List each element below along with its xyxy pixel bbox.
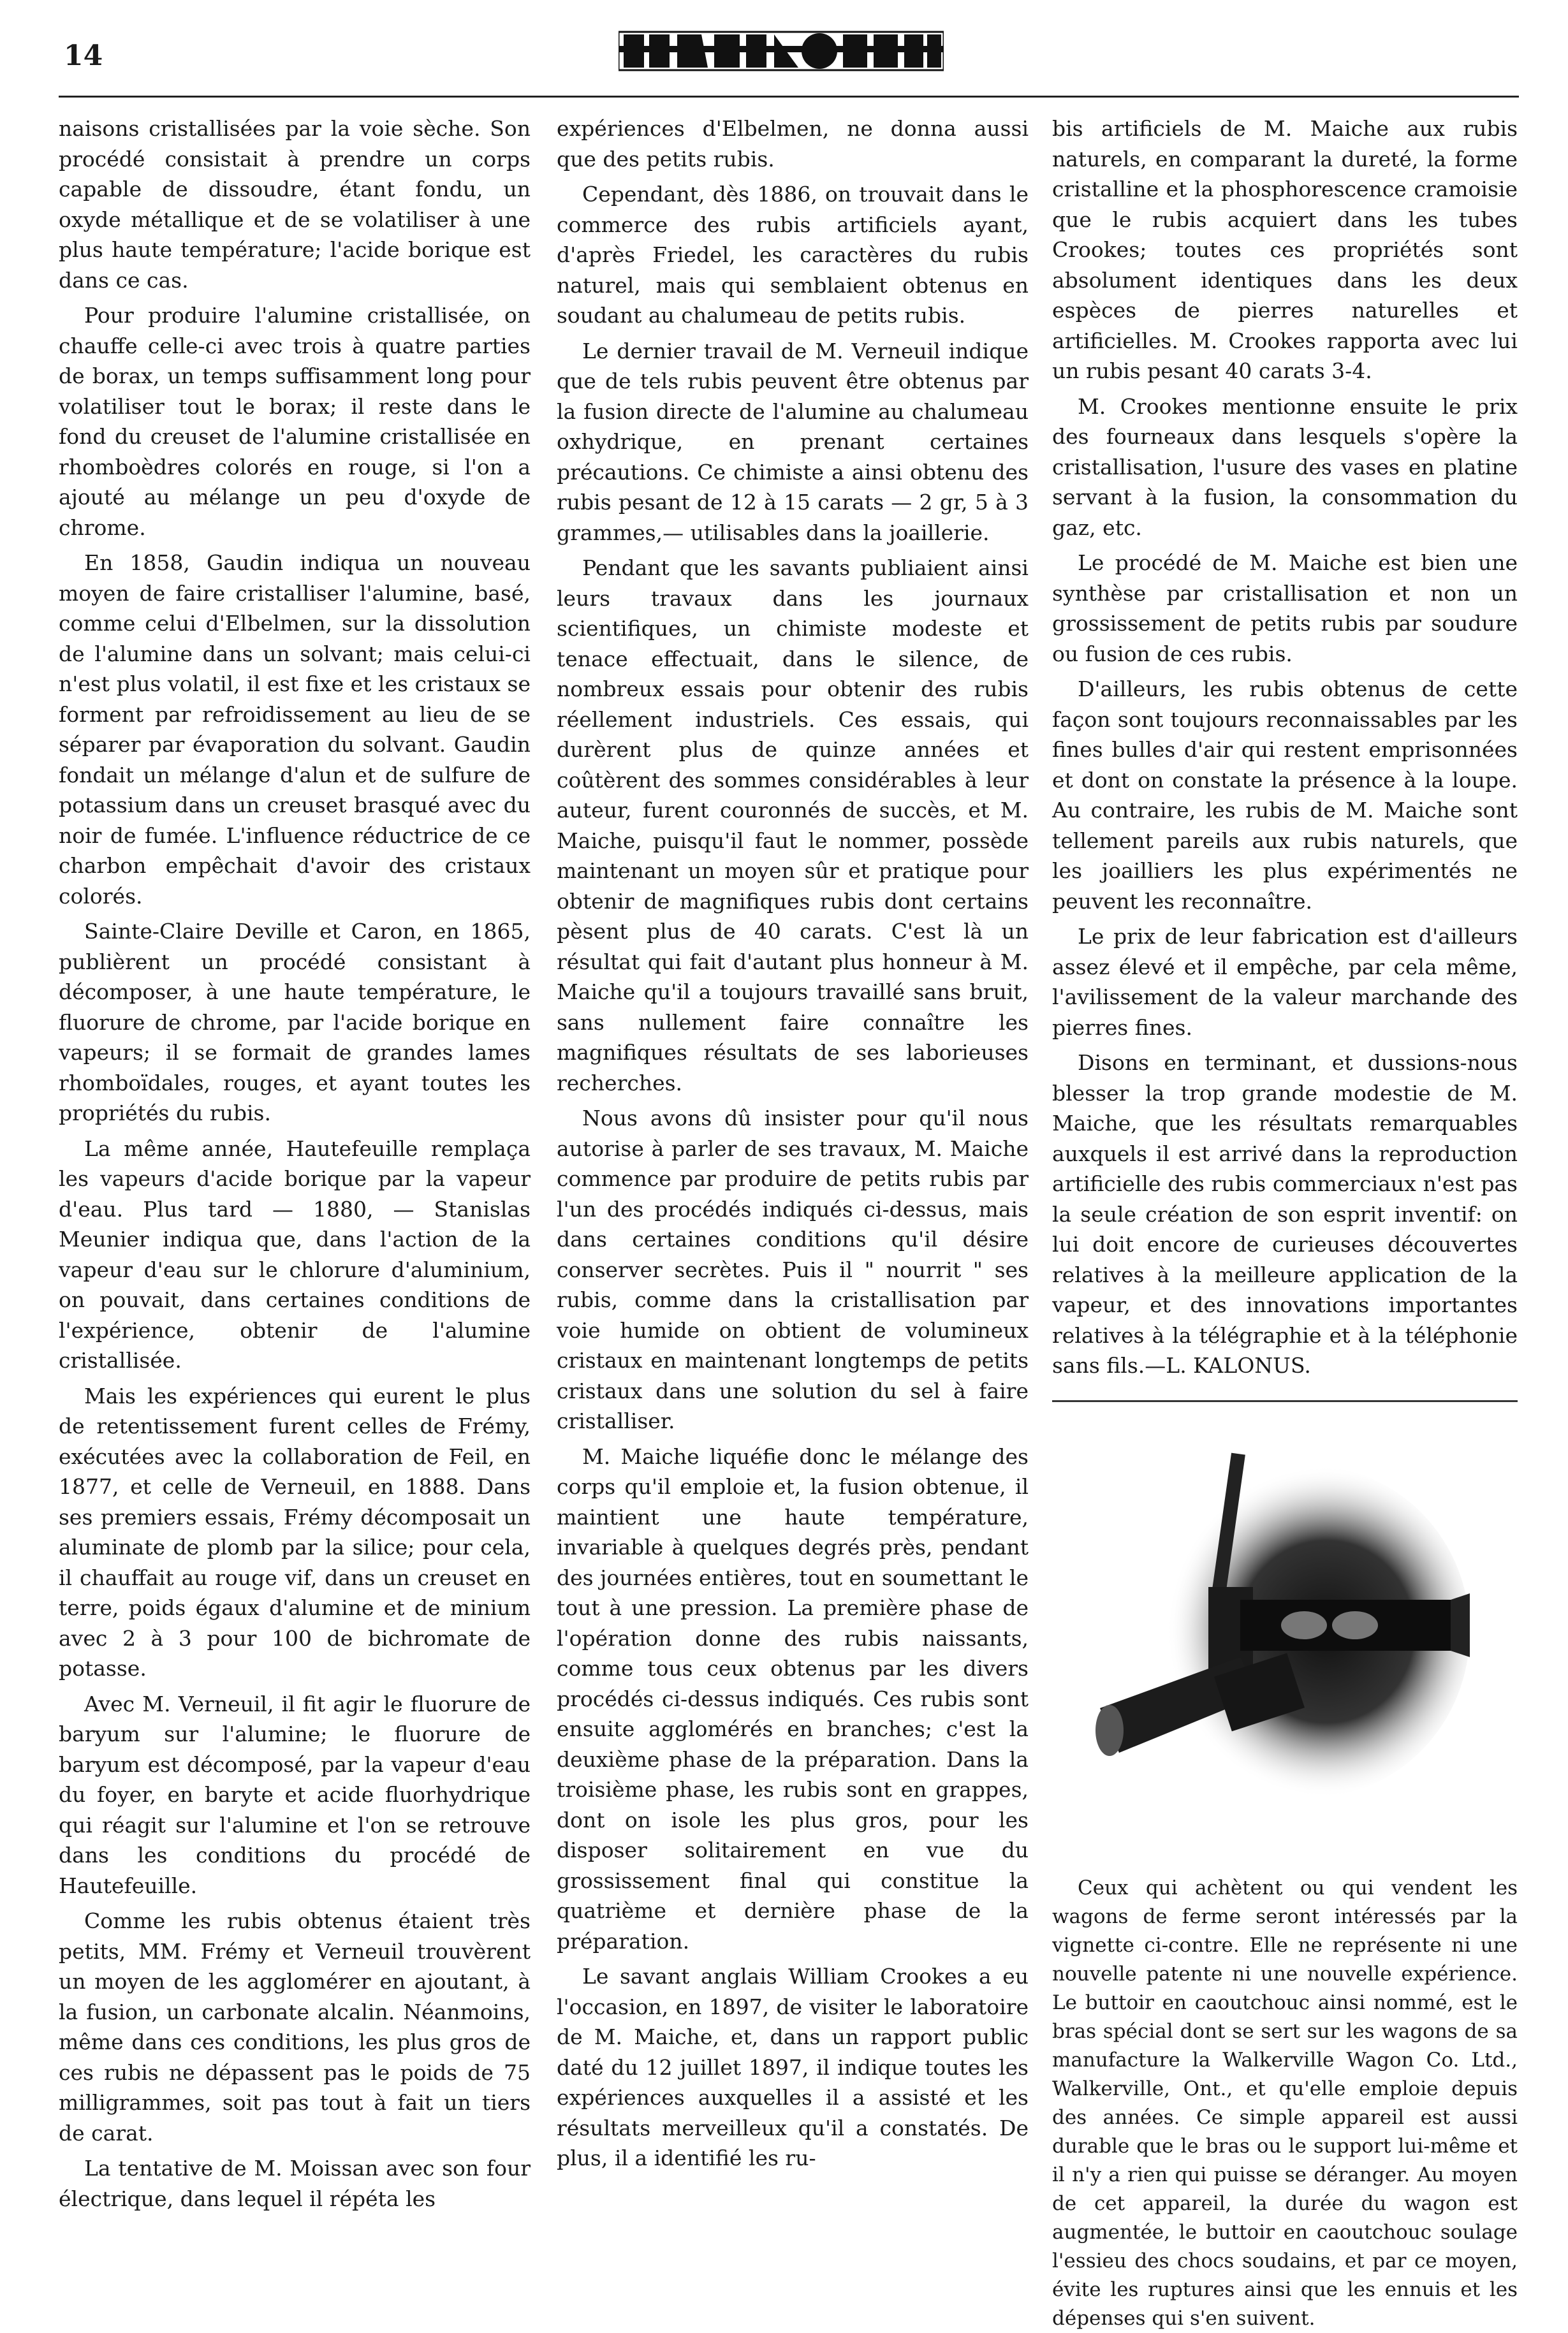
paragraph: En 1858, Gaudin indiqua un nouveau moyen de faire cristalliser l'alumine, basé, comme celui d'Elbelmen, sur la dissolution de l'alumine dans un solvant; mais celui-ci n'est plus volatil, il est fixe et les cristaux se forment par refroidissement au lieu de se séparer par évaporation du solvant. Gaudin fondait un mélange d'alun et de sulfure de potassium dans un creuset brasqué avec du noir de fumée. L'influence réductrice de ce charbon empêchait d'avoir des cristaux colorés. xyxy=(59,550,531,909)
caption-text: Ceux qui achètent ou qui vendent les wagons de ferme seront intéressés par la vignette ci-contre. Elle ne représente ni une nouvelle patente ni une nouvelle expérience. Le buttoir en caoutchouc ainsi nommé, est le bras spécial dont se sert sur les wagons de sa manufacture la Walkerville Wagon Co. Ltd., Walkerville, Ont., et qu'elle emploie depuis des années. Ce simple appareil est aussi durable que le bras ou le support lui-même et il n'y a rien qui puisse se déranger. Au moyen de cet appareil, la durée du wagon est augmentée, le buttoir en caoutchouc soulage l'essieu des chocs soudains, et par ce moyen, évite les ruptures ainsi que les ennuis et les dépenses qui s'en suivent. xyxy=(1052,1876,1518,2330)
paragraph: La tentative de M. Moissan avec son four électrique, dans lequel il répéta les xyxy=(59,2156,531,2211)
paragraph: Comme les rubis obtenus étaient très petits, MM. Frémy et Verneuil trouvèrent un moyen de les agglomérer en ajoutant, à la fusion, un carbonate alcalin. Néanmoins, même dans ces conditions, les plus gros de ces rubis ne dépassent pas le poids de 75 milligrammes, soit pas tout à fait un tiers de carat. xyxy=(59,1908,531,2146)
paragraph: D'ailleurs, les rubis obtenus de cette façon sont toujours reconnaissables par les fines bulles d'air qui restent emprisonnées et dont on constate la présence à la loupe. Au contraire, les rubis de M. Maiche sont tellement pareils aux rubis naturels, que les joailliers les plus expérimentés ne peuvent les reconnaître. xyxy=(1052,676,1518,914)
paragraph: Sainte-Claire Deville et Caron, en 1865, publièrent un procédé consistant à décomposer, à une haute température, le fluorure de chrome, par l'acide borique en vapeurs; il se formait de grandes lames rhomboïdales, rouges, et ayant toutes les propriétés du rubis. xyxy=(59,919,531,1125)
article-separator xyxy=(1052,1400,1518,1402)
paragraph: Nous avons dû insister pour qu'il nous autorise à parler de ses travaux, M. Maiche commence par produire de petits rubis par l'un des procédés indiqués ci-dessus, mais dans certaines conditions qu'il désire conserver secrètes. Puis il " nourrit " ses rubis, comme dans la cristallisation par voie humide on obtient de volumineux cristaux en maintenant longtemps de petits cristaux dans une solution du sel à faire cristalliser. xyxy=(557,1106,1029,1433)
paragraph: bis artificiels de M. Maiche aux rubis naturels, en comparant la dureté, la forme cristalline et la phosphorescence cramoisie que le rubis acquiert dans les tubes Crookes; toutes ces propriétés sont absolument identiques dans les deux espèces de pierres naturelles et artificielles. M. Crookes rapporta avec lui un rubis pesant 40 carats 3-4. xyxy=(1052,116,1518,383)
wagon-bumper-illustration xyxy=(1094,1428,1476,1848)
image-caption xyxy=(1052,1874,1518,2333)
paragraph: Disons en terminant, et dussions-nous blesser la trop grande modestie de M. Maiche, que les résultats remarquables auxquels il est arrivé dans la reproduction artificielle des rubis commerciaux n'est pas la seule création de son esprit inventif: on lui doit encore de curieuses découvertes relatives à la meilleure application de la vapeur, et des innovations importantes relatives à la télégraphie et à la téléphonie sans fils.—L. KALONUS. xyxy=(1052,1050,1518,1378)
paragraph: M. Maiche liquéfie donc le mélange des corps qu'il emploie et, la fusion obtenue, il maintient une haute température, invariable à quelques degrés près, pendant des journées entières, tout en soumettant le tout à une pression. La première phase de l'opération donne des rubis naissants, comme tous ceux obtenus par les divers procédés ci-dessus indiqués. Ces rubis sont ensuite agglomérés en branches; c'est la deuxième phase de la préparation. Dans la troisième phase, les rubis sont en grappes, dont on isole les plus gros, pour les disposer solitairement en vue du grossissement final qui constitue la quatrième et dernière phase de la préparation. xyxy=(557,1444,1029,1954)
paragraph: Pour produire l'alumine cristallisée, on chauffe celle-ci avec trois à quatre parties de borax, un temps suffisamment long pour volatiliser tout le borax; il reste dans le fond du creuset de l'alumine cristallisée en rhomboèdres colorés en rouge, si l'on a ajouté au mélange un peu d'oxyde de chrome. xyxy=(59,303,531,540)
paragraph: Pendant que les savants publiaient ainsi leurs travaux dans les journaux scientifiques, un chimiste modeste et tenace effectuait, dans le silence, de nombreux essais pour obtenir des rubis réellement industriels. Ces essais, qui durèrent plus de quinze années et coûtèrent des sommes considérables à leur auteur, furent couronnés de succès, et M. Maiche, puisqu'il faut le nommer, possède maintenant un moyen sûr et pratique pour obtenir de magnifiques rubis dont certains pèsent plus de 40 carats. C'est là un résultat qui fait d'autant plus honneur à M. Maiche qu'il a toujours travaillé sans bruit, sans nullement faire connaître les magnifiques résultats de ses laborieuses recherches. xyxy=(557,555,1029,1095)
text-column-3 xyxy=(1052,113,1518,2333)
paragraph: Avec M. Verneuil, il fit agir le fluorure de baryum sur l'alumine; le fluorure de baryum est décomposé, par la vapeur d'eau du foyer, en baryte et acide fluorhydrique qui réagit sur l'alumine et l'on se retrouve dans les conditions du procédé de Hautefeuille. xyxy=(59,1691,531,1898)
paragraph: Le procédé de M. Maiche est bien une synthèse par cristallisation et non un grossissement de petits rubis par soudure ou fusion de ces rubis. xyxy=(1052,550,1518,666)
text-column-1 xyxy=(59,113,531,2219)
paragraph: naisons cristallisées par la voie sèche. Son procédé consistait à prendre un corps capable de dissoudre, étant fondu, un oxyde métallique et de se volatiliser à une plus haute température; l'acide borique est dans ce cas. xyxy=(59,116,531,293)
page-number: 14 xyxy=(64,40,103,72)
masthead-logo xyxy=(619,27,944,75)
paragraph: M. Crookes mentionne ensuite le prix des fourneaux dans lesquels s'opère la cristallisation, l'usure des vases en platine servant à la fusion, la consommation du gaz, etc. xyxy=(1052,393,1518,540)
paragraph: Le dernier travail de M. Verneuil indique que de tels rubis peuvent être obtenus par la fusion directe de l'alumine au chalumeau oxhydrique, en prenant certaines précautions. Ce chimiste a ainsi obtenu des rubis pesant de 12 à 15 carats — 2 gr, 5 à 3 grammes,— utilisables dans la joaillerie. xyxy=(557,338,1029,545)
paragraph: expériences d'Elbelmen, ne donna aussi que des petits rubis. xyxy=(557,116,1029,172)
header-rule xyxy=(59,96,1519,98)
paragraph: Le savant anglais William Crookes a eu l'occasion, en 1897, de visiter le laboratoire de M. Maiche, et, dans un rapport public daté du 12 juillet 1897, il indique toutes les expériences auxquelles il a assisté et les résultats merveilleux qu'il a constatés. De plus, il a identifié les ru- xyxy=(557,1964,1029,2170)
text-column-2 xyxy=(557,113,1029,2179)
paragraph: Mais les expériences qui eurent le plus de retentissement furent celles de Frémy, exécutées avec la collaboration de Feil, en 1877, et celle de Verneuil, en 1888. Dans ses premiers essais, Frémy décomposait un aluminate de plomb par la silice; pour cela, il chauffait au rouge vif, dans un creuset en terre, poids égaux d'alumine et de minium avec 2 à 3 pour 100 de bichromate de potasse. xyxy=(59,1383,531,1681)
paragraph: Le prix de leur fabrication est d'ailleurs assez élevé et il empêche, par cela même, l'avilissement de la valeur marchande des pierres fines. xyxy=(1052,924,1518,1040)
paragraph: Cependant, dès 1886, on trouvait dans le commerce des rubis artificiels ayant, d'après Friedel, les caractères du rubis naturel, mais qui semblaient obtenus en soudant au chalumeau de petits rubis. xyxy=(557,182,1029,328)
paragraph: La même année, Hautefeuille remplaça les vapeurs d'acide borique par la vapeur d'eau. Plus tard — 1880, — Stanislas Meunier indiqua que, dans l'action de la vapeur d'eau sur le chlorure d'aluminium, on pouvait, dans certaines conditions de l'expérience, obtenir de l'alumine cristallisée. xyxy=(59,1136,531,1373)
